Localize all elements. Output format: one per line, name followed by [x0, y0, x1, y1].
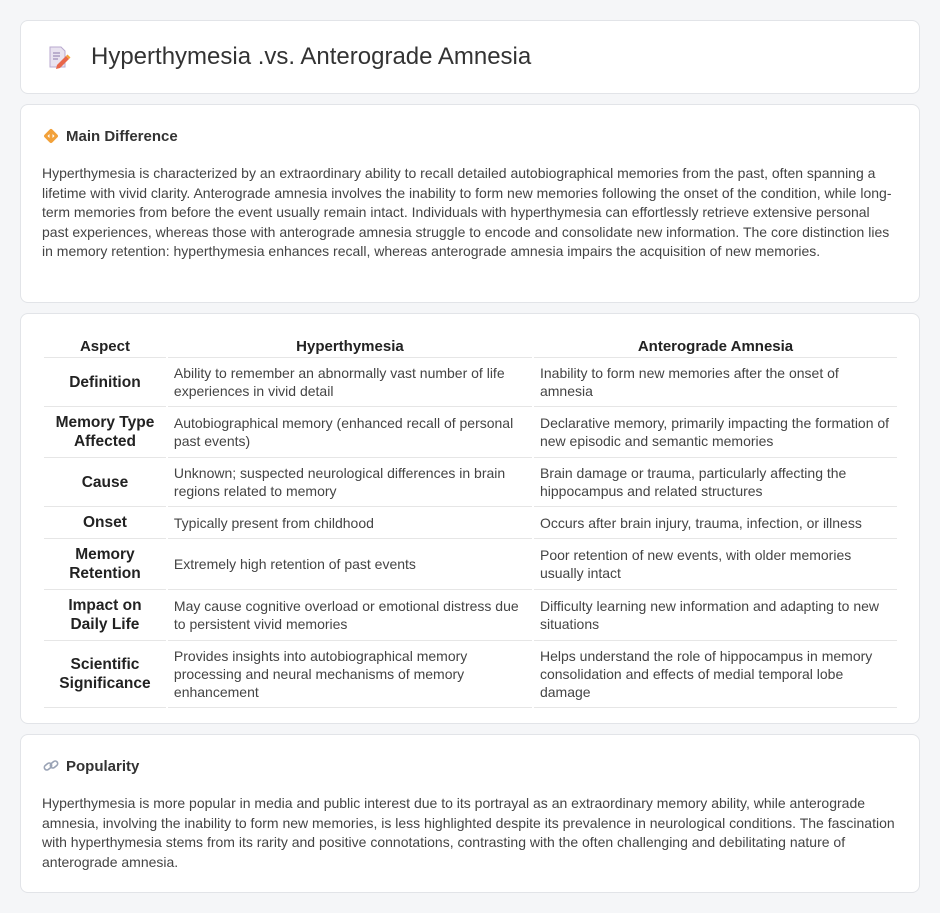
row-hyperthymesia: Provides insights into autobiographical memory processing and neural mechanisms of memory enhancement [168, 641, 532, 708]
table-row [44, 458, 897, 507]
row-aspect: Memory Type Affected [44, 407, 166, 458]
row-hyperthymesia: Autobiographical memory (enhanced recall of personal past events) [168, 407, 532, 458]
document-pencil-icon [45, 44, 71, 70]
table-row [44, 407, 897, 458]
row-anterograde-amnesia: Poor retention of new events, with older memories usually intact [534, 539, 897, 590]
table-row [44, 590, 897, 641]
table-row [44, 641, 897, 708]
row-anterograde-amnesia: Inability to form new memories after the onset of amnesia [534, 358, 897, 407]
row-aspect: Impact on Daily Life [44, 590, 166, 641]
header-hyperthymesia: Hyperthymesia [168, 334, 532, 358]
comparison-section [20, 313, 920, 724]
popularity-heading [42, 757, 899, 775]
row-hyperthymesia: Ability to remember an abnormally vast number of life experiences in vivid detail [168, 358, 532, 407]
row-hyperthymesia: Typically present from childhood [168, 507, 532, 539]
link-icon [42, 757, 60, 775]
table-row [44, 539, 897, 590]
table-row [44, 358, 897, 407]
diamond-arrows-icon [42, 127, 60, 145]
row-aspect: Onset [44, 507, 166, 539]
row-aspect: Definition [44, 358, 166, 407]
header-aspect: Aspect [44, 334, 166, 358]
row-aspect: Memory Retention [44, 539, 166, 590]
row-hyperthymesia: Unknown; suspected neurological differences in brain regions related to memory [168, 458, 532, 507]
row-anterograde-amnesia: Helps understand the role of hippocampus in memory consolidation and effects of medial temporal lobe damage [534, 641, 897, 708]
main-difference-heading [42, 127, 899, 145]
row-anterograde-amnesia: Brain damage or trauma, particularly affecting the hippocampus and related structures [534, 458, 897, 507]
row-anterograde-amnesia: Difficulty learning new information and adapting to new situations [534, 590, 897, 641]
row-hyperthymesia: Extremely high retention of past events [168, 539, 532, 590]
page-header [20, 20, 920, 94]
page-title: Hyperthymesia .vs. Anterograde Amnesia [91, 43, 532, 70]
popularity-title: Popularity [66, 757, 140, 775]
row-anterograde-amnesia: Declarative memory, primarily impacting the formation of new episodic and semantic memories [534, 407, 897, 458]
table-row [44, 507, 897, 539]
row-hyperthymesia: May cause cognitive overload or emotional distress due to persistent vivid memories [168, 590, 532, 641]
main-difference-title: Main Difference [66, 127, 178, 145]
header-anterograde-amnesia: Anterograde Amnesia [534, 334, 897, 358]
row-anterograde-amnesia: Occurs after brain injury, trauma, infection, or illness [534, 507, 897, 539]
popularity-section [20, 734, 920, 893]
comparison-table [42, 334, 899, 708]
main-difference-section [20, 104, 920, 303]
table-header-row [44, 334, 897, 358]
row-aspect: Scientific Significance [44, 641, 166, 708]
row-aspect: Cause [44, 458, 166, 507]
popularity-text: Hyperthymesia is more popular in media and public interest due to its portrayal as an extraordinary memory ability, while anterograde amnesia, involving the inability to form new memories, is less highlighted despite its prevalence in neurological conditions. The fascination with hyperthymesia stems from its rarity and positive connotations, contrasting with the often challenging and debilitating nature of anterograde amnesia. [42, 795, 895, 870]
main-difference-text: Hyperthymesia is characterized by an extraordinary ability to recall detailed autobiographical memories from the past, often spanning a lifetime with vivid clarity. Anterograde amnesia involves the inability to form new memories following the onset of the condition, while long-term memories from before the event usually remain intact. Individuals with hyperthymesia can effortlessly retrieve extensive personal past experiences, whereas those with anterograde amnesia struggle to encode and consolidate new information. The core distinction lies in memory retention: hyperthymesia enhances recall, whereas anterograde amnesia impairs the acquisition of new memories. [42, 165, 892, 259]
